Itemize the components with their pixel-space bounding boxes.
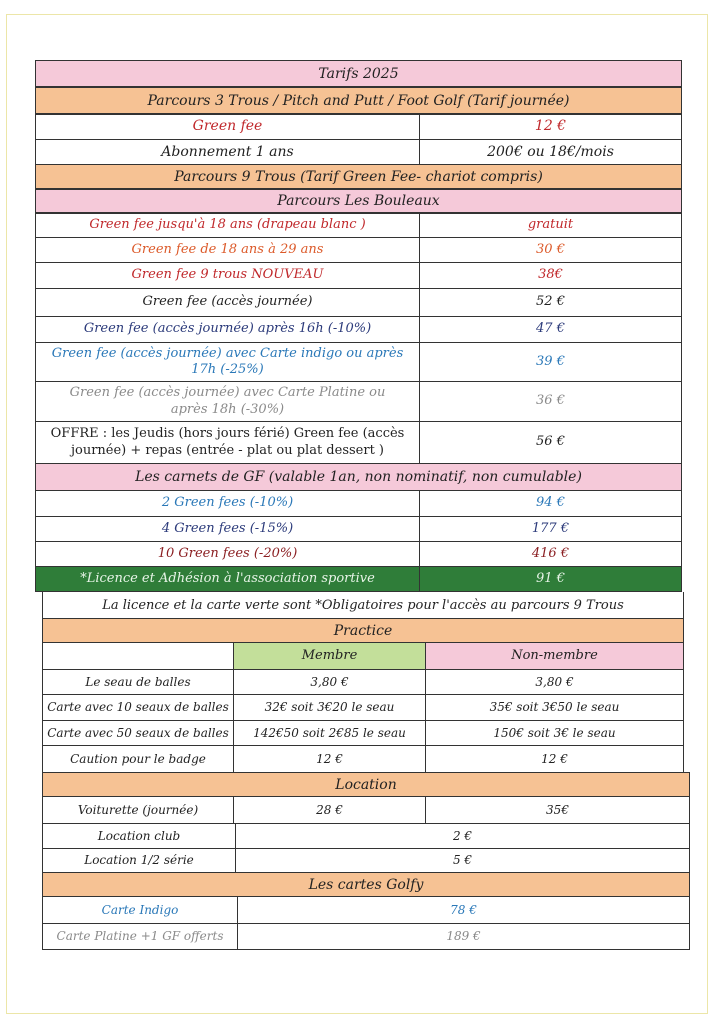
title-text: Tarifs 2025 bbox=[318, 65, 399, 82]
label-text: Green fee (accès journée) avec Carte indigo ou après 17h (-25%) bbox=[51, 345, 404, 377]
section-header-text: Parcours 3 Trous / Pitch and Putt / Foot Golf (Tarif journée) bbox=[147, 92, 570, 109]
price-label bbox=[42, 823, 236, 849]
price-text: 56 € bbox=[536, 434, 565, 450]
section-9-trous-header bbox=[35, 164, 682, 189]
price-text: 30 € bbox=[536, 241, 565, 257]
price-text: 94 € bbox=[536, 495, 565, 511]
label-text: Location club bbox=[97, 828, 181, 843]
carnets-header bbox=[35, 463, 682, 491]
price-label bbox=[35, 262, 420, 289]
price-text: gratuit bbox=[527, 217, 574, 233]
price-membre bbox=[233, 745, 426, 773]
price-text: 416 € bbox=[531, 545, 570, 561]
price-label bbox=[35, 213, 420, 238]
label-text: *Licence et Adhésion à l'association sportive bbox=[80, 570, 375, 586]
price-value bbox=[419, 114, 682, 140]
licence-note bbox=[42, 592, 684, 619]
label-text: Voiturette (journée) bbox=[77, 802, 199, 817]
price-label bbox=[42, 745, 234, 773]
section-header-text: Les cartes Golfy bbox=[308, 876, 424, 893]
label-text: Green fee (accès journée) après 16h (-10%) bbox=[83, 321, 372, 337]
label-text: Green fee (accès journée) bbox=[142, 294, 313, 310]
price-text: 150€ soit 3€ le seau bbox=[493, 725, 616, 740]
note-text: La licence et la carte verte sont *Obligatoires pour l'accès au parcours 9 Trous bbox=[102, 598, 624, 613]
price-label bbox=[35, 114, 420, 140]
section-subheader-text: Parcours Les Bouleaux bbox=[277, 193, 440, 209]
label-text: 2 Green fees (-10%) bbox=[161, 495, 294, 511]
price-label bbox=[35, 237, 420, 263]
practice-empty-cell bbox=[42, 642, 234, 670]
price-text: 47 € bbox=[536, 321, 565, 337]
price-membre bbox=[233, 796, 426, 824]
price-text: 5 € bbox=[452, 853, 473, 867]
price-label bbox=[42, 896, 238, 924]
label-text: Green fee (accès journée) avec Carte Platine ou après 18h (-30%) bbox=[69, 385, 386, 417]
section-header-text: Location bbox=[335, 776, 397, 793]
price-value bbox=[419, 490, 682, 517]
label-text: Le seau de balles bbox=[85, 674, 191, 689]
label-text: Green fee bbox=[192, 118, 263, 135]
price-membre bbox=[233, 669, 426, 695]
price-label bbox=[35, 316, 420, 343]
price-label bbox=[42, 796, 234, 824]
price-text: 35€ soit 3€50 le seau bbox=[489, 700, 620, 714]
price-label bbox=[35, 342, 420, 382]
price-non-membre bbox=[425, 669, 684, 695]
column-header-non-membre bbox=[425, 642, 684, 670]
price-label bbox=[42, 848, 236, 873]
page-title bbox=[35, 60, 682, 87]
section-bouleaux-subheader bbox=[35, 189, 682, 213]
price-non-membre bbox=[425, 720, 684, 746]
price-non-membre bbox=[425, 796, 690, 824]
price-label bbox=[35, 381, 420, 422]
price-label bbox=[35, 490, 420, 517]
location-header bbox=[42, 772, 690, 797]
column-header-membre bbox=[233, 642, 426, 670]
price-value bbox=[419, 316, 682, 343]
label-text: Abonnement 1 ans bbox=[161, 143, 294, 160]
price-label bbox=[42, 923, 238, 950]
section-header-text: Les carnets de GF (valable 1an, non nominatif, non cumulable) bbox=[135, 469, 582, 485]
price-value bbox=[235, 848, 690, 873]
column-header-text: Non-membre bbox=[511, 647, 598, 663]
price-text: 2 € bbox=[452, 828, 473, 843]
price-membre bbox=[233, 720, 426, 746]
price-text: 36 € bbox=[536, 393, 565, 409]
price-value bbox=[419, 342, 682, 382]
price-label bbox=[35, 139, 420, 166]
price-non-membre bbox=[425, 745, 684, 773]
price-text: 3,80 € bbox=[535, 674, 574, 689]
label-text: Location 1/2 série bbox=[84, 853, 194, 867]
price-text: 177 € bbox=[531, 520, 570, 536]
price-text: 200€ ou 18€/mois bbox=[487, 143, 614, 160]
price-value bbox=[419, 237, 682, 263]
price-label bbox=[42, 694, 234, 721]
price-value bbox=[419, 288, 682, 317]
licence-label bbox=[35, 566, 420, 592]
label-text: Carte Indigo bbox=[101, 902, 179, 917]
price-value bbox=[419, 381, 682, 422]
price-text: 28 € bbox=[316, 802, 343, 817]
price-value bbox=[237, 923, 690, 950]
price-value bbox=[419, 541, 682, 567]
label-text: Caution pour le badge bbox=[70, 751, 206, 766]
section-3-trous-header bbox=[35, 87, 682, 114]
price-text: 91 € bbox=[536, 570, 565, 586]
price-text: 38€ bbox=[538, 267, 563, 283]
price-non-membre bbox=[425, 694, 684, 721]
section-header-text: Practice bbox=[333, 622, 393, 639]
price-text: 3,80 € bbox=[310, 674, 349, 689]
cartes-header bbox=[42, 872, 690, 897]
price-value bbox=[419, 421, 682, 464]
price-text: 12 € bbox=[316, 751, 343, 766]
price-text: 189 € bbox=[446, 929, 481, 943]
label-text: OFFRE : les Jeudis (hors jours férié) Green fee (accès journée) + repas (entrée - plat ou plat dessert ) bbox=[50, 426, 405, 458]
licence-price bbox=[419, 566, 682, 592]
price-text: 52 € bbox=[536, 294, 565, 310]
label-text: Carte Platine +1 GF offerts bbox=[56, 929, 224, 943]
price-label bbox=[42, 720, 234, 746]
price-value bbox=[419, 262, 682, 289]
label-text: Carte avec 50 seaux de balles bbox=[47, 725, 229, 740]
price-label bbox=[35, 516, 420, 542]
price-text: 39 € bbox=[536, 353, 565, 369]
price-label bbox=[42, 669, 234, 695]
price-value bbox=[419, 213, 682, 238]
label-text: Green fee de 18 ans à 29 ans bbox=[131, 241, 324, 257]
price-value bbox=[419, 516, 682, 542]
practice-header bbox=[42, 618, 684, 643]
price-text: 35€ bbox=[546, 802, 569, 817]
price-label bbox=[35, 288, 420, 317]
label-text: Carte avec 10 seaux de balles bbox=[47, 700, 229, 714]
price-value bbox=[419, 139, 682, 166]
offer-label bbox=[35, 421, 420, 464]
column-header-text: Membre bbox=[301, 647, 358, 663]
price-text: 32€ soit 3€20 le seau bbox=[264, 700, 395, 714]
label-text: Green fee 9 trous NOUVEAU bbox=[131, 267, 324, 283]
price-text: 78 € bbox=[450, 902, 477, 917]
price-text: 12 € bbox=[534, 118, 567, 135]
price-value bbox=[237, 896, 690, 924]
label-text: 10 Green fees (-20%) bbox=[157, 545, 298, 561]
price-text: 12 € bbox=[541, 751, 568, 766]
label-text: Green fee jusqu'à 18 ans (drapeau blanc ) bbox=[89, 217, 366, 233]
price-value bbox=[235, 823, 690, 849]
section-header-text: Parcours 9 Trous (Tarif Green Fee- chariot compris) bbox=[174, 168, 543, 185]
price-membre bbox=[233, 694, 426, 721]
price-label bbox=[35, 541, 420, 567]
price-text: 142€50 soit 2€85 le seau bbox=[253, 725, 406, 740]
label-text: 4 Green fees (-15%) bbox=[161, 520, 294, 536]
